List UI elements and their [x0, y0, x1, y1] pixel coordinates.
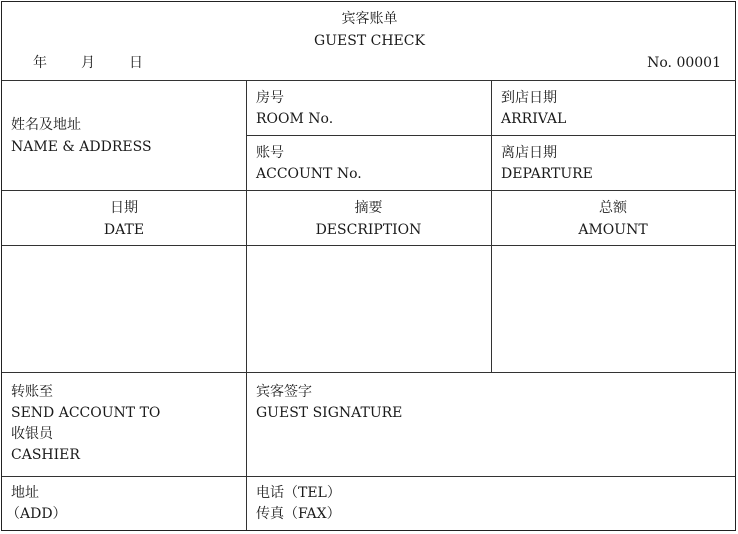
entry-description-cell[interactable] — [247, 246, 491, 372]
address-label-cn: 地址 — [11, 485, 39, 501]
guest-signature-label-cn: 宾客签字 — [256, 384, 312, 400]
divider-info — [2, 190, 735, 191]
divider-header — [2, 80, 735, 81]
title-english: GUEST CHECK — [314, 33, 425, 49]
title-chinese: 宾客账单 — [341, 11, 398, 27]
departure-label-en: DEPARTURE — [501, 166, 593, 182]
column-amount-cn: 总额 — [599, 200, 627, 216]
check-number: No. 00001 — [647, 55, 721, 71]
column-description-en: DESCRIPTION — [315, 222, 422, 238]
column-description-cn: 摘要 — [354, 200, 383, 216]
guest-signature-label-en: GUEST SIGNATURE — [256, 405, 403, 421]
column-date-en: DATE — [103, 222, 145, 238]
name-address-label-cn: 姓名及地址 — [11, 117, 81, 133]
account-label-en: ACCOUNT No. — [256, 166, 362, 182]
divider-footer — [2, 476, 735, 477]
divider-entries — [2, 372, 735, 373]
date-month-label: 月 — [81, 55, 95, 71]
cashier-label-cn: 收银员 — [11, 426, 53, 442]
entry-date-cell[interactable] — [2, 246, 246, 372]
fax-label: 传真（FAX） — [256, 506, 341, 522]
room-label-cn: 房号 — [256, 90, 284, 106]
date-year-label: 年 — [33, 55, 47, 71]
column-amount-en: AMOUNT — [578, 222, 648, 238]
address-label-en: （ADD） — [6, 506, 67, 522]
entry-amount-cell[interactable] — [492, 246, 735, 372]
guest-check-form — [1, 1, 736, 531]
name-address-label-en: NAME & ADDRESS — [11, 139, 152, 155]
arrival-label-cn: 到店日期 — [501, 90, 557, 106]
arrival-label-en: ARRIVAL — [501, 111, 567, 127]
departure-label-cn: 离店日期 — [501, 145, 557, 161]
tel-label: 电话（TEL） — [256, 485, 341, 501]
column-date-cn: 日期 — [110, 200, 138, 216]
account-label-cn: 账号 — [256, 145, 284, 161]
room-label-en: ROOM No. — [256, 111, 334, 127]
date-day-label: 日 — [129, 55, 143, 71]
send-account-label-en: SEND ACCOUNT TO — [11, 405, 161, 421]
cashier-label-en: CASHIER — [11, 447, 80, 463]
send-account-label-cn: 转账至 — [11, 384, 53, 400]
